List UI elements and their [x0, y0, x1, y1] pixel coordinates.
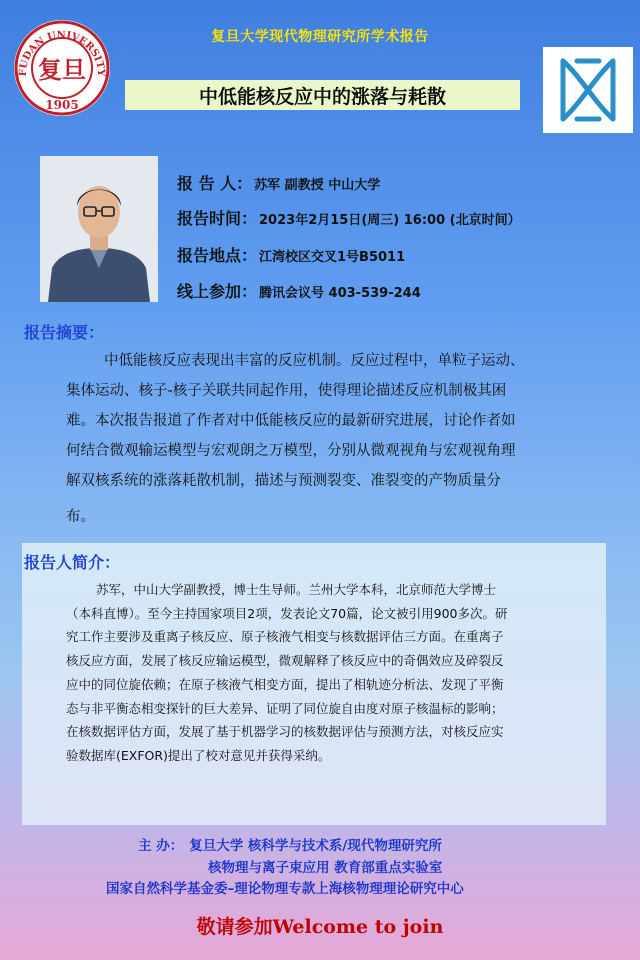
place-line	[177, 243, 405, 266]
organizers-label: 主 办：	[138, 838, 184, 854]
speaker-photo	[40, 156, 158, 302]
speaker-line	[177, 171, 380, 194]
bio-line: 验数据库(EXFOR)提出了校对意见并获得采纳。	[66, 747, 331, 763]
speaker-value: 苏军 副教授 中山大学	[254, 178, 381, 193]
welcome-text: 敬请参加Welcome to join	[196, 916, 444, 938]
abstract-line: 难。本次报告报道了作者对中低能核反应的最新研究进展，讨论作者如	[66, 413, 516, 429]
time-line	[177, 206, 521, 229]
logo-ring-text: FUDAN UNIVERSITY	[17, 29, 107, 77]
bio-line: 态与非平衡态相变探针的巨大差异、证明了同位旋自由度对原子核温标的影响；	[66, 700, 504, 716]
logo-center-mark: 复旦	[38, 55, 86, 84]
abstract-line: 何结合微观输运模型与宏观朗之万模型，分别从微观视角与宏观视角理	[66, 443, 516, 459]
abstract-line: 解双核系统的涨落耗散机制，描述与预测裂变、准裂变的产物质量分	[66, 473, 501, 489]
abstract-heading: 报告摘要：	[24, 323, 105, 342]
logo-year: 1905	[45, 98, 79, 112]
organizers-line-1	[138, 834, 442, 854]
organizer-3: 国家自然科学基金委–理论物理专款上海核物理理论研究中心	[106, 881, 464, 897]
talk-title: 中低能核反应中的涨落与耗散	[125, 80, 520, 110]
time-value: 2023年2月15日(周三) 16:00 (北京时间）	[259, 213, 521, 228]
organizer-2: 核物理与离子束应用 教育部重点实验室	[208, 860, 443, 876]
online-line	[177, 279, 421, 302]
place-value: 江湾校区交叉1号B5011	[259, 250, 406, 265]
abstract-line: 中低能核反应表现出丰富的反应机制。反应过程中，单粒子运动、	[104, 353, 525, 369]
institute-logo	[543, 47, 633, 133]
speaker-label: 报 告 人：	[177, 174, 253, 193]
bio-heading: 报告人简介：	[24, 553, 121, 572]
online-label: 线上参加：	[177, 282, 258, 301]
abstract-line: 布。	[66, 509, 95, 525]
time-label: 报告时间：	[177, 209, 258, 228]
abstract-line: 集体运动、核子-核子关联共同起作用，使得理论描述反应机制极其困	[66, 383, 507, 399]
place-label: 报告地点：	[177, 246, 258, 265]
bio-line: 苏军，中山大学副教授，博士生导师。兰州大学本科，北京师范大学博士	[96, 582, 497, 597]
organizer-1: 复旦大学 核科学与技术系/现代物理研究所	[189, 838, 442, 854]
bio-body	[66, 578, 610, 768]
series-title: 复旦大学现代物理研究所学术报告	[211, 29, 429, 45]
bio-line: 究工作主要涉及重离子核反应、原子核液气相变与核数据评估三方面。在重离子	[66, 629, 504, 645]
fudan-university-logo	[12, 12, 112, 134]
bio-line: 应中的同位旋依赖；在原子核液气相变方面，提出了相轨迹分析法、发现了平衡	[66, 676, 504, 692]
bio-line: 核反应方面，发展了核反应输运模型，微观解释了核反应中的奇偶效应及碎裂反	[66, 653, 504, 669]
bio-line: 在核数据评估方面，发展了基于机器学习的核数据评估与预测方法，对核反应实	[66, 724, 504, 740]
bio-line: （本科直博）。至今主持国家项目2项，发表论文70篇，论文被引用900多次。研	[66, 605, 508, 621]
online-value: 腾讯会议号 403-539-244	[259, 286, 421, 301]
